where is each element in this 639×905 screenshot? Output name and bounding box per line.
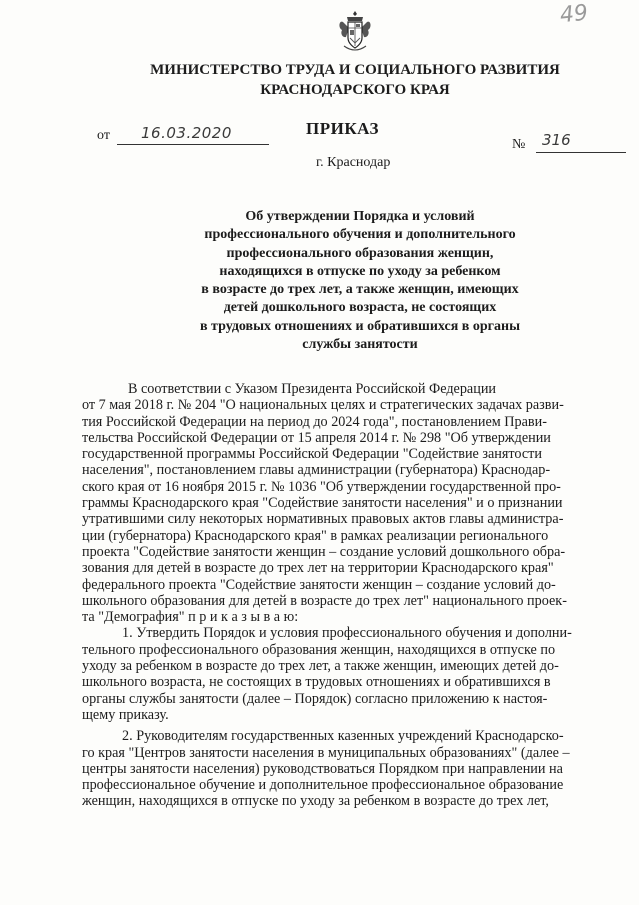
body-line: та "Демография" п р и к а з ы в а ю: <box>82 609 299 626</box>
subject-line: находящихся в отпуске по уходу за ребенком <box>219 263 501 279</box>
body-line: В соответствии с Указом Президента Российской Федерации <box>128 381 497 397</box>
body-line: школьного образования для детей в возрасте до трех лет" национального проек- <box>82 592 567 609</box>
ministry-name <box>100 60 610 100</box>
subject-line: службы занятости <box>302 337 418 353</box>
body-line: утратившими силу некоторых нормативных правовых актов главы администра- <box>82 511 564 528</box>
number-label: № <box>512 137 526 152</box>
item2-line: 2. Руководителям государственных казенных учреждений Краснодарско- <box>122 728 564 745</box>
date-label: от <box>97 128 110 143</box>
body-line: тия Российской Федерации на период до 2024 года", постановлением Прави- <box>82 413 547 430</box>
item2-line: профессиональное обучение и дополнительное профессиональное образование <box>82 777 564 794</box>
handwritten-page-number: 49 <box>558 0 590 29</box>
body-line: тельства Российской Федерации от 15 апреля 2014 г. № 298 "Об утверждении <box>82 429 551 446</box>
order-body <box>82 381 604 810</box>
body-line: ции (губернатора) Краснодарского края" в рамках реализации регионального <box>82 527 549 544</box>
date-underline <box>117 144 269 145</box>
number-value: 316 <box>542 131 571 149</box>
body-line: от 7 мая 2018 г. № 204 "О национальных целях и стратегических задачах разви- <box>82 397 564 414</box>
item1-line: школьного возраста, не состоящих в трудовых отношениях и обратившихся в <box>82 674 551 691</box>
item2-line: центры занятости населения) руководствоваться Порядком при направлении на <box>82 760 563 777</box>
body-line: населения", постановлением главы администрации (губернатора) Краснодар- <box>82 462 551 479</box>
item1-line: органы службы занятости (далее – Порядок) согласно приложению к настоя- <box>82 690 548 707</box>
coat-of-arms-icon <box>337 8 373 54</box>
body-line: граммы Краснодарского края "Содействие занятости населения" и о признании <box>82 495 563 512</box>
body-line: проекта "Содействие занятости женщин – создание условий дошкольного обра- <box>82 543 566 560</box>
subject-line: Об утверждении Порядка и условий <box>245 209 475 224</box>
item1-line: тельного профессионального образования женщин, находящихся в отпуске по <box>82 641 556 658</box>
subject-line: детей дошкольного возраста, не состоящих <box>223 300 497 316</box>
order-subject <box>150 208 570 354</box>
number-underline <box>536 152 626 153</box>
order-title: ПРИКАЗ <box>306 119 379 138</box>
item2-line: го края "Центров занятости населения в муниципальных образованиях" (далее – <box>82 744 570 761</box>
city: г. Краснодар <box>316 155 391 170</box>
body-line: зования для детей в возрасте до трех лет на территории Краснодарского края" <box>82 560 554 577</box>
date-value: 16.03.2020 <box>141 124 232 142</box>
item2-line: женщин, находящихся в отпуске по уходу за ребенком в возрасте до трех лет, <box>82 793 549 810</box>
subject-line: профессионального образования женщин, <box>226 245 494 261</box>
subject-line: в трудовых отношениях и обратившихся в органы <box>199 318 521 334</box>
body-line: государственной программы Российской Федерации "Содействие занятости <box>82 446 542 463</box>
ministry-name-line2: КРАСНОДАРСКОГО КРАЯ <box>260 82 450 98</box>
subject-line: в возрасте до трех лет, а также женщин, имеющих <box>201 282 519 298</box>
body-line: федерального проекта "Содействие занятости женщин – создание условий до- <box>82 576 556 593</box>
ministry-name-line1: МИНИСТЕРСТВО ТРУДА И СОЦИАЛЬНОГО РАЗВИТИЯ <box>150 62 560 78</box>
item1-line: уходу за ребенком в возрасте до трех лет, а также женщин, имеющих детей до- <box>82 658 559 675</box>
body-line: ского края от 16 ноября 2015 г. № 1036 "Об утверждении государственной про- <box>82 478 561 495</box>
item1-line: щему приказу. <box>82 706 169 723</box>
item1-line: 1. Утвердить Порядок и условия профессионального обучения и дополни- <box>122 625 572 642</box>
subject-line: профессионального обучения и дополнительного <box>204 227 516 243</box>
